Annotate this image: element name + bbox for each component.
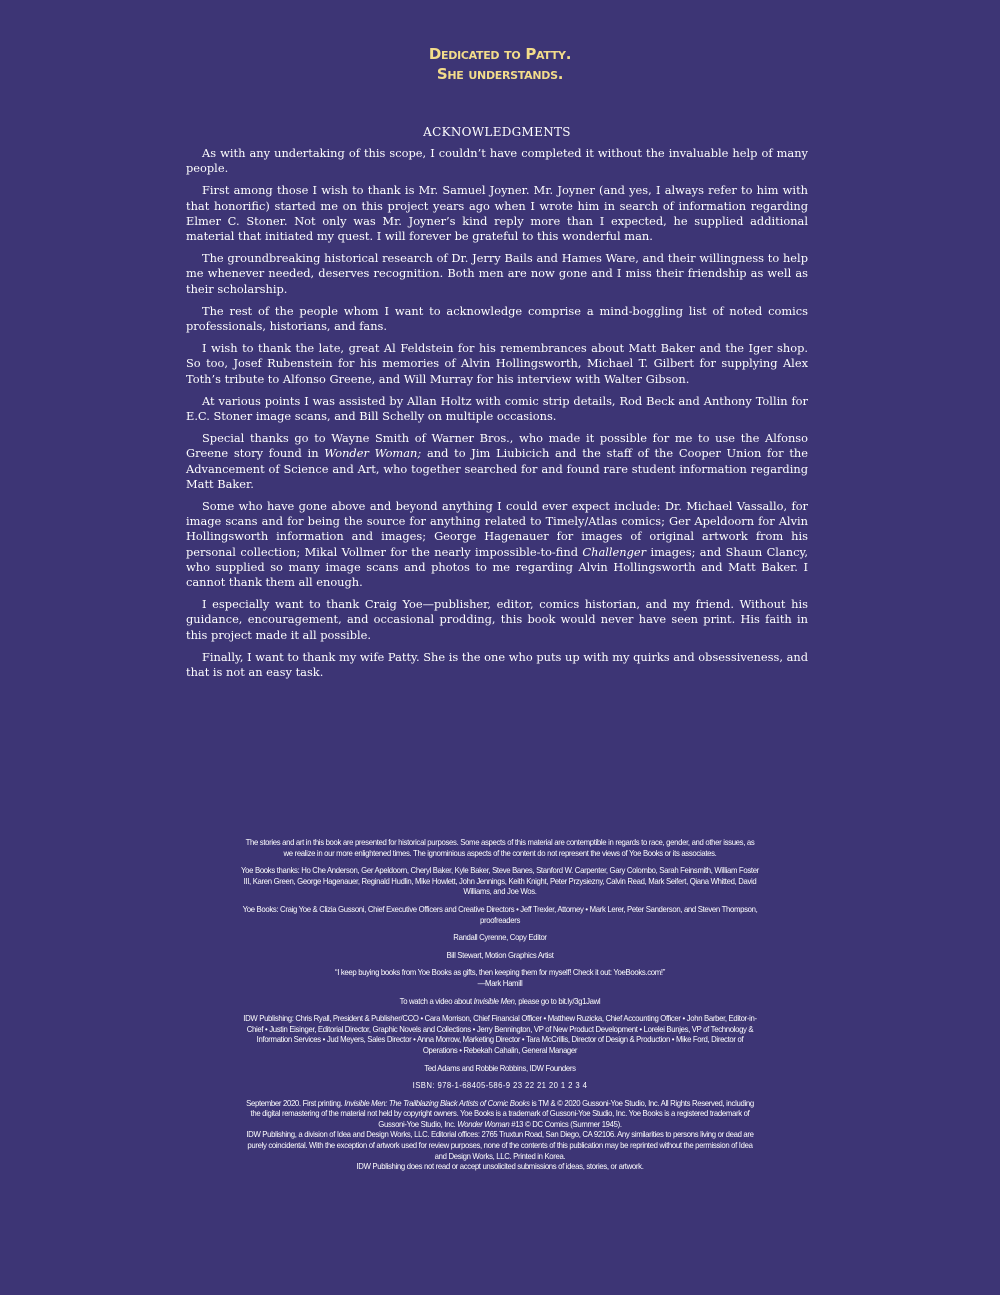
ack-text: Special thanks go to Wayne Smith of Warner Bros., who made it possible for me to use the Alfonso Greene story found in xyxy=(186,431,808,461)
copy-editor-credit: Randall Cyrenne, Copy Editor xyxy=(453,933,547,943)
quote-attribution: —Mark Hamill xyxy=(477,978,523,988)
ack-italic-title: Wonder Woman; xyxy=(324,446,422,461)
video-url: please go to bit.ly/3g1Jawl xyxy=(516,996,601,1006)
legal-comic-title: Wonder Woman xyxy=(457,1119,510,1129)
staff-credits: Yoe Books: Craig Yoe & Clizia Gussoni, Chief Executive Officers and Creative Directors • Jeff Trexler, Attorney • Mark Lerer, Peter Sanderson, and Steven Thompson, proofreaders xyxy=(242,904,758,925)
legal-text: September 2020. First printing. xyxy=(246,1098,345,1108)
ack-paragraph: At various points I was assisted by Allan Holtz with comic strip details, Rod Beck and Anthony Tollin for E.C. Stoner image scans, and Bill Schelly on multiple occasions. xyxy=(186,393,808,424)
legal-notice xyxy=(241,1099,759,1173)
ack-paragraph: The groundbreaking historical research of Dr. Jerry Bails and Hames Ware, and their willingness to help me whenever needed, deserves recognition. Both men are now gone and I miss their friendship as well as their scholarship. xyxy=(186,251,808,296)
disclaimer: The stories and art in this book are presented for historical purposes. Some aspects of this material are contemptible in regards to race, gender, and other issues, as we realize in our more enlightened times. The ignominious aspects of the content do not represent the views of Yoe Books or its associates. xyxy=(245,838,755,858)
acknowledgments-section xyxy=(186,124,808,687)
dedication-line-2: She understands. xyxy=(436,65,564,83)
acknowledgments-title: ACKNOWLEDGMENTS xyxy=(423,125,571,139)
ack-paragraph: As with any undertaking of this scope, I couldn’t have completed it without the invaluable help of many people. xyxy=(186,146,808,176)
legal-text: is TM & © 2020 Gussoni-Yoe Studio, Inc. All Rights Reserved, including the digital remastering of the material not held by copyright owners. Yoe Books is a trademark of Gussoni-Yoe Studio, Inc. Yoe Books is a registered trademark of Gussoni-Yoe Studio, Inc. xyxy=(250,1098,754,1129)
video-link-line xyxy=(241,997,759,1008)
idw-credits: IDW Publishing: Chris Ryall, President & Publisher/CCO • Cara Morrison, Chief Financial Officer • Matthew Ruzicka, Chief Accounting Officer • John Barber, Editor-in-Chief • Justin Eisinger, Editorial Director, Graphic Novels and Collections • Jerry Bennington, VP of New Product Development • Lorelei Bunjes, VP of Technology & Information Services • Jud Meyers, Sales Director • Anna Morrow, Marketing Director • Tara McCrillis, Director of Design & Production • Mike Ford, Director of Operations • Rebekah Cahalin, General Manager xyxy=(243,1014,757,1055)
isbn-line: ISBN: 978-1-68405-586-9 23 22 21 20 1 2 3 4 xyxy=(412,1081,588,1091)
thanks-list: Yoe Books thanks: Ho Che Anderson, Ger Apeldoorn, Cheryl Baker, Kyle Baker, Steve Banes, Stanford W. Carpenter, Gary Colombo, Sarah Feinsmith, William Foster III, Karen Green, George Hagenauer, Reginald Hudlin, Mike Howlett, John Jennings, Keith Knight, Peter Przysiezny, Calvin Read, Mark Seifert, Qiana Whitted, David Williams, and Joe Wos. xyxy=(241,866,759,897)
ack-paragraph xyxy=(186,499,808,590)
ack-paragraph: Finally, I want to thank my wife Patty. She is the one who puts up with my quirks and obsessiveness, and that is not an easy task. xyxy=(186,649,808,680)
ack-paragraph: I especially want to thank Craig Yoe—publisher, editor, comics historian, and my friend. Without his guidance, encouragement, and occasional prodding, this book would never have seen print. His faith in this project made it all possible. xyxy=(186,597,808,642)
ack-paragraph: The rest of the people whom I want to acknowledge comprise a mind-boggling list of noted comics professionals, historians, and fans. xyxy=(186,303,808,334)
ack-text: Some who have gone above and beyond anything I could ever expect include: Dr. Michael Vassallo, for image scans and for being the source for anything related to Timely/Atlas comics; Ger Apeldoorn for Alvin Hollingsworth information and images; George Hagenauer for images of original artwork from his personal collection; Mikal Vollmer for the nearly impossible-to-find xyxy=(186,499,808,559)
dedication xyxy=(0,44,1000,84)
video-text: To watch a video about xyxy=(399,996,474,1006)
dedication-line-1: Dedicated to Patty. xyxy=(428,45,572,63)
ack-italic-title: Challenger xyxy=(582,544,647,559)
ack-paragraph xyxy=(186,431,808,492)
fine-print xyxy=(241,838,759,1180)
legal-text: IDW Publishing, a division of Idea and Design Works, LLC. Editorial offices: 2765 Truxtun Road, San Diego, CA 92106. Any similarities to persons living or dead are purely coincidental. With the exception of artwork used for review purposes, none of the contents of this publication may be reprinted without the permission of Idea and Design Works, LLC. Printed in Korea. xyxy=(246,1130,754,1161)
legal-text: #13 © DC Comics (Summer 1945). xyxy=(509,1119,622,1129)
founders-credit: Ted Adams and Robbie Robbins, IDW Founders xyxy=(424,1063,576,1073)
ack-paragraph: First among those I wish to thank is Mr. Samuel Joyner. Mr. Joyner (and yes, I always refer to him with that honorific) started me on this project years ago when I wrote him in search of information regarding Elmer C. Stoner. Not only was Mr. Joyner’s kind reply more than I expected, he supplied additional material that initiated my quest. I will forever be grateful to this wonderful man. xyxy=(186,183,808,244)
ack-text: images; and Shaun Clancy, who supplied so many image scans and photos to me regarding Alvin Hollingsworth and Matt Baker. I cannot thank them all enough. xyxy=(186,544,808,590)
ack-text: and to Jim Liubicich and the staff of the Cooper Union for the Advancement of Science and Art, who together searched for and found rare student information regarding Matt Baker. xyxy=(186,446,808,491)
ack-paragraph: I wish to thank the late, great Al Feldstein for his remembrances about Matt Baker and the Iger shop. So too, Josef Rubenstein for his memories of Alvin Hollingsworth, Michael T. Gilbert for supplying Alex Toth’s tribute to Alfonso Greene, and Will Murray for his interview with Walter Gibson. xyxy=(186,341,808,386)
quote xyxy=(241,968,759,989)
video-title: Invisible Men, xyxy=(473,996,517,1006)
legal-text: IDW Publishing does not read or accept unsolicited submissions of ideas, stories, or artwork. xyxy=(356,1162,644,1172)
motion-graphics-credit: Bill Stewart, Motion Graphics Artist xyxy=(446,950,554,960)
legal-book-title: Invisible Men: The Trailblazing Black Artists of Comic Books xyxy=(344,1098,530,1108)
quote-text: “I keep buying books from Yoe Books as gifts, then keeping them for myself! Check it out: YoeBooks.com!” xyxy=(334,968,665,978)
